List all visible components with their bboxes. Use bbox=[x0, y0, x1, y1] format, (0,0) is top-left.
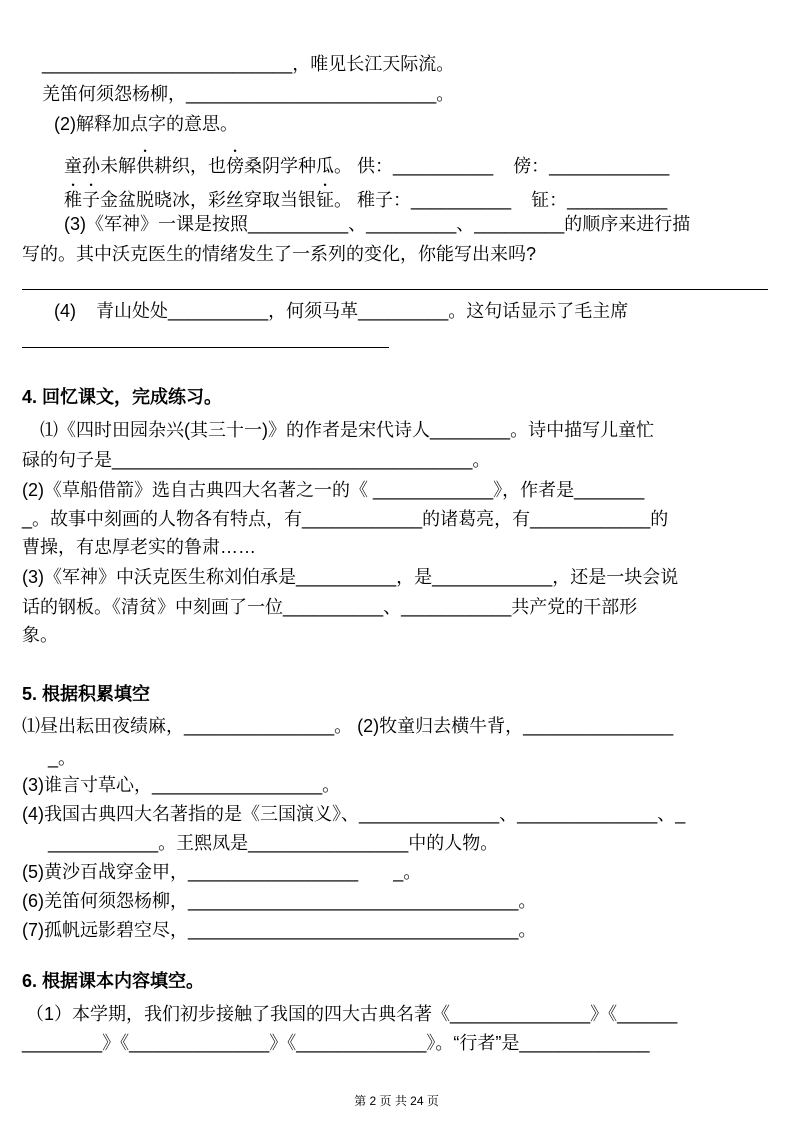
text-line: 话的钢板。《清贫》中刻画了一位__________、___________共产党的干部形 bbox=[22, 597, 638, 617]
text-line: _。 bbox=[48, 748, 77, 768]
sub-question: (3)《军神》一课是按照__________、_________、_________的顺序来进行描 bbox=[64, 214, 691, 234]
text-line: （1）本学期，我们初步接触了我国的四大古典名著《______________》《______ bbox=[26, 1004, 678, 1024]
section-heading: 4. 回忆课文，完成练习。 bbox=[22, 387, 223, 407]
dotted-char: 子 bbox=[82, 190, 100, 210]
text-line: _。故事中刻画的人物各有特点，有____________的诸葛亮，有____________的 bbox=[22, 509, 669, 529]
text-line: 碌的句子是____________________________________。 bbox=[22, 450, 491, 470]
text-line: ________》《______________》《_____________》。“行者”是_____________ bbox=[22, 1033, 650, 1053]
dotted-char: 稚 bbox=[64, 190, 82, 210]
text-line: ⑴《四时田园杂兴(其三十一)》的作者是宋代诗人________。诗中描写儿童忙 bbox=[40, 420, 655, 440]
text-line: (4)我国古典四大名著指的是《三国演义》、______________、______________、_ bbox=[22, 804, 686, 824]
text-line: (6)羌笛何须怨杨柳，_________________________________。 bbox=[22, 891, 537, 911]
poem-blank-line: _________________________，唯见长江天际流。 bbox=[42, 54, 455, 74]
page-number: 第 2 页 共 24 页 bbox=[354, 1094, 439, 1108]
dotted-char-line: 童孙未解供耕织，也傍桑阴学种瓜。 供：__________ 傍：____________ bbox=[64, 156, 670, 176]
answer-line bbox=[22, 347, 389, 348]
text-line: 象。 bbox=[22, 625, 58, 645]
text-line: 曹操，有忠厚老实的鲁肃…… bbox=[22, 537, 256, 557]
text-line: (2)《草船借箭》选自古典四大名著之一的《 ____________》，作者是_______ bbox=[22, 480, 645, 500]
text-line: (7)孤帆远影碧空尽，_________________________________。 bbox=[22, 920, 537, 940]
sub-question: (4) 青山处处__________，何须马革_________。这句话显示了毛主席 bbox=[54, 301, 629, 321]
answer-line bbox=[22, 289, 768, 290]
text-line: (3)谁言寸草心，_________________。 bbox=[22, 775, 341, 795]
dotted-char: 供 bbox=[136, 156, 154, 176]
text-line: ___________。王熙凤是________________中的人物。 bbox=[48, 833, 499, 853]
section-heading: 5. 根据积累填空 bbox=[22, 684, 151, 704]
dotted-char: 钲 bbox=[316, 190, 334, 210]
text-line: (5)黄沙百战穿金甲，_________________ _。 bbox=[22, 862, 422, 882]
dotted-char-line: 稚子金盆脱晓冰，彩丝穿取当银钲。 稚子：__________ 钲：__________ bbox=[64, 190, 668, 210]
sub-question: (2)解释加点字的意思。 bbox=[54, 114, 238, 134]
sub-question: 写的。其中沃克医生的情绪发生了一系列的变化，你能写出来吗? bbox=[22, 244, 537, 264]
text-line: ⑴昼出耘田夜绩麻，_______________。 (2)牧童归去横牛背，_______________ bbox=[22, 716, 674, 736]
section-heading: 6. 根据课本内容填空。 bbox=[22, 971, 205, 991]
dotted-char: 傍 bbox=[226, 156, 244, 176]
poem-blank-line: 羌笛何须怨杨柳，_________________________。 bbox=[42, 84, 455, 104]
text-line: (3)《军神》中沃克医生称刘伯承是__________，是____________，还是一块会说 bbox=[22, 567, 679, 587]
